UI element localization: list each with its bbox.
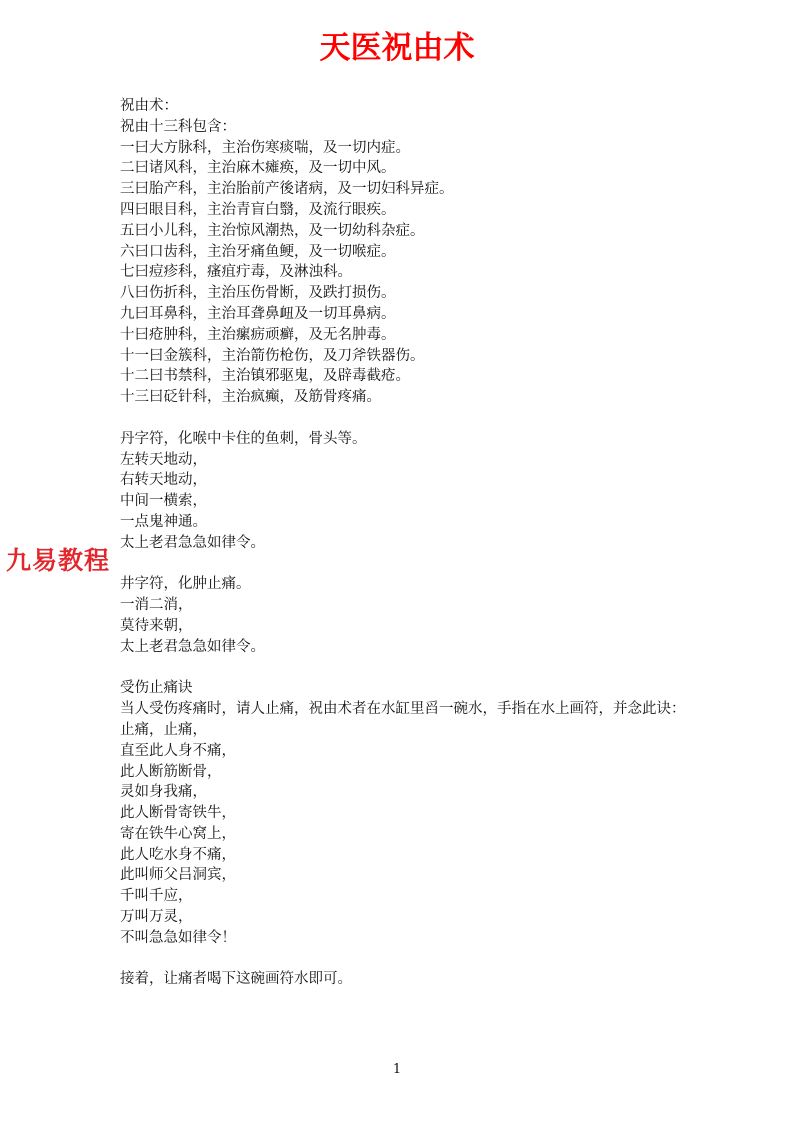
section-heading: 受伤止痛诀 <box>120 680 193 697</box>
text-line: 左转天地动， <box>120 451 207 468</box>
list-item: 七曰痘疹科，瘙疽疔毒，及淋浊科。 <box>120 264 352 281</box>
list-item: 十三曰砭针科，主治疯癫，及筋骨疼痛。 <box>120 389 381 406</box>
text-line: 一点鬼神通。 <box>120 513 207 530</box>
list-item: 十曰疮肿科，主治瘰疬顽癣，及无名肿毒。 <box>120 326 396 343</box>
list-item: 二曰诸风科，主治麻木瘫痪，及一切中风。 <box>120 160 396 177</box>
text-line: 莫待来朝， <box>120 617 193 634</box>
section-jing-talisman <box>120 574 700 657</box>
paragraph-gap <box>120 554 700 575</box>
text-line: 千叫千应， <box>120 888 193 905</box>
text-line: 此人断筋断骨， <box>120 763 222 780</box>
closing-line: 接着，让痛者喝下这碗画符水即可。 <box>120 971 352 988</box>
list-item: 十一曰金簇科，主治箭伤枪伤，及刀斧铁器伤。 <box>120 347 425 364</box>
text-line: 直至此人身不痛， <box>120 742 236 759</box>
list-item: 五曰小儿科，主治惊风潮热，及一切幼科杂症。 <box>120 222 425 239</box>
list-item: 八曰伤折科，主治压伤骨断，及跌打损伤。 <box>120 285 396 302</box>
paragraph-gap <box>120 949 700 970</box>
watermark-logo: 九易教程 <box>6 546 111 575</box>
text-line: 祝由术： <box>120 98 178 114</box>
text-line: 不叫急急如律令！ <box>120 929 236 946</box>
text-line: 祝由十三科包含： <box>120 118 236 135</box>
list-item: 四曰眼目科，主治青盲白翳，及流行眼疾。 <box>120 201 396 218</box>
paragraph-gap <box>120 408 700 429</box>
text-line: 一消二消， <box>120 597 193 614</box>
list-item: 一曰大方脉科，主治伤寒痰喘，及一切内症。 <box>120 139 410 156</box>
page-number: 1 <box>392 1062 402 1077</box>
text-line: 灵如身我痛， <box>120 784 207 801</box>
document-body <box>120 96 700 990</box>
section-thirteen-departments <box>120 96 700 408</box>
page-title: 天医祝由术 <box>319 30 475 66</box>
section-pain-relief-incantation <box>120 678 700 948</box>
section-dan-talisman <box>120 429 700 554</box>
intro-paragraph: 当人受伤疼痛时，请人止痛，祝由术者在水缸里舀一碗水，手指在水上画符，并念此诀： <box>120 701 686 718</box>
list-item: 六曰口齿科，主治牙痛鱼鲠，及一切喉症。 <box>120 243 396 260</box>
text-line: 太上老君急急如律令。 <box>120 638 265 655</box>
text-line: 中间一横索， <box>120 493 207 510</box>
list-item: 三曰胎产科，主治胎前产後诸病，及一切妇科异症。 <box>120 181 454 198</box>
text-line: 此人吃水身不痛， <box>120 846 236 863</box>
text-line: 太上老君急急如律令。 <box>120 534 265 551</box>
list-item: 九曰耳鼻科，主治耳聋鼻衄及一切耳鼻病。 <box>120 305 396 322</box>
text-line: 右转天地动， <box>120 472 207 489</box>
text-line: 万叫万灵， <box>120 909 193 926</box>
text-line: 井字符，化肿止痛。 <box>120 576 251 593</box>
text-line: 丹字符，化喉中卡住的鱼刺，骨头等。 <box>120 430 367 447</box>
list-item: 十二曰书禁科，主治镇邪驱鬼，及辟毒截疮。 <box>120 368 410 385</box>
text-line: 此叫师父吕洞宾， <box>120 867 236 884</box>
text-line: 此人断骨寄铁牛， <box>120 805 236 822</box>
text-line: 寄在铁牛心窝上， <box>120 825 236 842</box>
paragraph-gap <box>120 658 700 679</box>
text-line: 止痛，止痛， <box>120 721 207 738</box>
